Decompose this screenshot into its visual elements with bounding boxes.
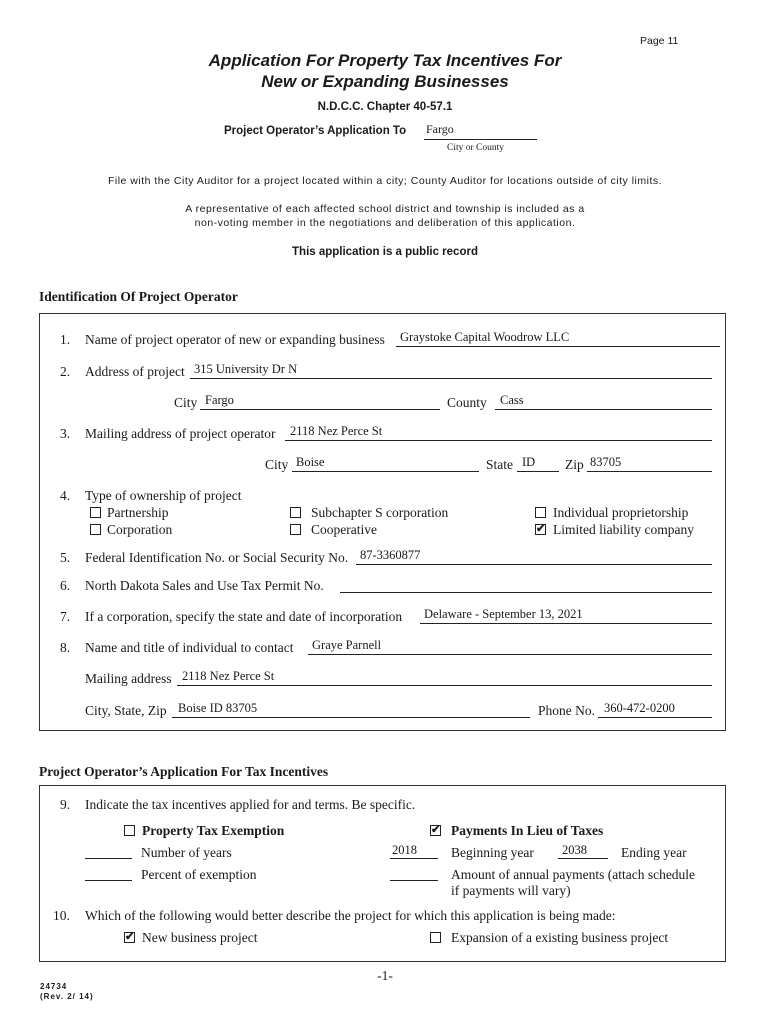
q8-mailing-line <box>177 685 712 686</box>
amount-line <box>390 880 438 881</box>
q2-number: 2. <box>60 364 71 379</box>
subchapter-s-label: Subchapter S corporation <box>311 505 449 520</box>
public-record-note: This application is a public record <box>292 246 478 258</box>
operator-zip-field[interactable]: 83705 <box>590 455 622 469</box>
q2-city-label: City <box>174 395 198 410</box>
subchapter-s-checkbox[interactable] <box>290 507 301 518</box>
q2-county-label: County <box>447 395 487 410</box>
end-line <box>558 858 608 859</box>
q7-line <box>420 623 712 624</box>
form-number: 24734 <box>40 982 68 991</box>
project-city-field[interactable]: Fargo <box>205 393 234 407</box>
q7-number: 7. <box>60 609 71 624</box>
contact-city-state-zip-field[interactable]: Boise ID 83705 <box>178 701 258 715</box>
q6-number: 6. <box>60 578 71 593</box>
q9-number: 9. <box>60 797 71 812</box>
individual-proprietorship-checkbox[interactable] <box>535 507 546 518</box>
q10-label: Which of the following would better describe the project for which this application is being made: <box>85 908 616 923</box>
q5-line <box>356 564 712 565</box>
beginning-year-label: Beginning year <box>451 845 534 860</box>
expansion-checkbox[interactable] <box>430 932 441 943</box>
q5-number: 5. <box>60 550 71 565</box>
corporation-label: Corporation <box>107 522 173 537</box>
q3-label: Mailing address of project operator <box>85 426 276 441</box>
expansion-label: Expansion of a existing business project <box>451 930 669 945</box>
annual-payments-label-1: Amount of annual payments (attach schedule <box>451 867 696 882</box>
q8-phone-label: Phone No. <box>538 703 595 718</box>
section-tax-incentives-title: Project Operator’s Application For Tax Incentives <box>39 764 329 779</box>
page-number: -1- <box>377 968 393 983</box>
page-label: Page 11 <box>640 35 679 47</box>
beginning-year-field[interactable]: 2018 <box>392 843 417 857</box>
q6-label: North Dakota Sales and Use Tax Permit No. <box>85 578 324 593</box>
operator-mailing-field[interactable]: 2118 Nez Perce St <box>290 424 383 438</box>
cooperative-label: Cooperative <box>311 522 377 537</box>
q3-city-label: City <box>265 457 289 472</box>
q3-zip-line <box>587 471 712 472</box>
chapter-reference: N.D.C.C. Chapter 40-57.1 <box>317 101 453 113</box>
q9-label: Indicate the tax incentives applied for and terms. Be specific. <box>85 797 416 812</box>
q1-line <box>396 346 720 347</box>
applicant-to-line <box>424 139 537 140</box>
contact-name-field[interactable]: Graye Parnell <box>312 638 382 652</box>
begin-line <box>390 858 438 859</box>
annual-payments-label-2: if payments will vary) <box>451 883 571 898</box>
q8-line <box>308 654 712 655</box>
q4-label: Type of ownership of project <box>85 488 242 503</box>
form-revision: (Rev. 2/ 14) <box>40 992 94 1001</box>
q3-zip-label: Zip <box>565 457 584 472</box>
ending-year-field[interactable]: 2038 <box>562 843 587 857</box>
q3-line <box>285 440 712 441</box>
form-title-line1: Application For Property Tax Incentives For <box>208 51 562 70</box>
individual-proprietorship-label: Individual proprietorship <box>553 505 689 520</box>
q2-label: Address of project <box>85 364 185 379</box>
federal-id-field[interactable]: 87-3360877 <box>360 548 421 562</box>
pilot-checkbox[interactable]: ✔ <box>431 824 441 836</box>
q10-number: 10. <box>53 908 70 923</box>
representative-note-1: A representative of each affected school district and township is included as a <box>185 203 585 215</box>
operator-state-field[interactable]: ID <box>522 455 536 469</box>
operator-city-field[interactable]: Boise <box>296 455 325 469</box>
llc-label: Limited liability company <box>553 522 694 537</box>
pilot-label: Payments In Lieu of Taxes <box>451 823 604 838</box>
q1-label: Name of project operator of new or expanding business <box>85 332 385 347</box>
q8-mailing-label: Mailing address <box>85 671 172 686</box>
contact-mailing-field[interactable]: 2118 Nez Perce St <box>182 669 275 683</box>
q8-csz-label: City, State, Zip <box>85 703 167 718</box>
q8-csz-line <box>172 717 530 718</box>
corporation-checkbox[interactable] <box>90 524 101 535</box>
number-of-years-label: Number of years <box>141 845 232 860</box>
q3-state-label: State <box>486 457 513 472</box>
q8-label: Name and title of individual to contact <box>85 640 294 655</box>
q5-label: Federal Identification No. or Social Security No. <box>85 550 349 565</box>
q2-city-line <box>200 409 440 410</box>
llc-checkbox[interactable]: ✔ <box>536 523 546 535</box>
new-business-checkbox[interactable]: ✔ <box>125 931 135 943</box>
contact-phone-field[interactable]: 360-472-0200 <box>604 701 675 715</box>
q2-line <box>190 378 712 379</box>
form-title-line2: New or Expanding Businesses <box>261 72 509 91</box>
new-business-label: New business project <box>142 930 258 945</box>
section-identification-title: Identification Of Project Operator <box>39 289 238 304</box>
city-or-county-caption: City or County <box>447 143 505 153</box>
percent-exemption-label: Percent of exemption <box>141 867 257 882</box>
ending-year-label: Ending year <box>621 845 687 860</box>
q4-number: 4. <box>60 488 71 503</box>
project-county-field[interactable]: Cass <box>500 393 524 407</box>
representative-note-2: non-voting member in the negotiations and deliberation of this application. <box>194 217 576 229</box>
q2-county-line <box>495 409 712 410</box>
q3-state-line <box>517 471 559 472</box>
incorporation-field[interactable]: Delaware - September 13, 2021 <box>424 607 583 621</box>
applicant-to-value[interactable]: Fargo <box>426 122 454 136</box>
q7-label: If a corporation, specify the state and date of incorporation <box>85 609 403 624</box>
q1-number: 1. <box>60 332 71 347</box>
partnership-checkbox[interactable] <box>90 507 101 518</box>
years-line <box>85 858 132 859</box>
percent-line <box>85 880 132 881</box>
property-tax-exemption-label: Property Tax Exemption <box>142 823 285 838</box>
q3-city-line <box>292 471 479 472</box>
project-address-field[interactable]: 315 University Dr N <box>194 362 298 376</box>
property-tax-exemption-checkbox[interactable] <box>124 825 135 836</box>
q6-line <box>340 592 712 593</box>
applicant-to-label: Project Operator’s Application To <box>224 125 407 137</box>
q8-phone-line <box>598 717 712 718</box>
cooperative-checkbox[interactable] <box>290 524 301 535</box>
file-note: File with the City Auditor for a project located within a city; County Auditor for locations outside of city limits. <box>107 175 663 187</box>
operator-name-field[interactable]: Graystoke Capital Woodrow LLC <box>400 330 570 344</box>
q8-number: 8. <box>60 640 71 655</box>
q3-number: 3. <box>60 426 71 441</box>
partnership-label: Partnership <box>107 505 169 520</box>
